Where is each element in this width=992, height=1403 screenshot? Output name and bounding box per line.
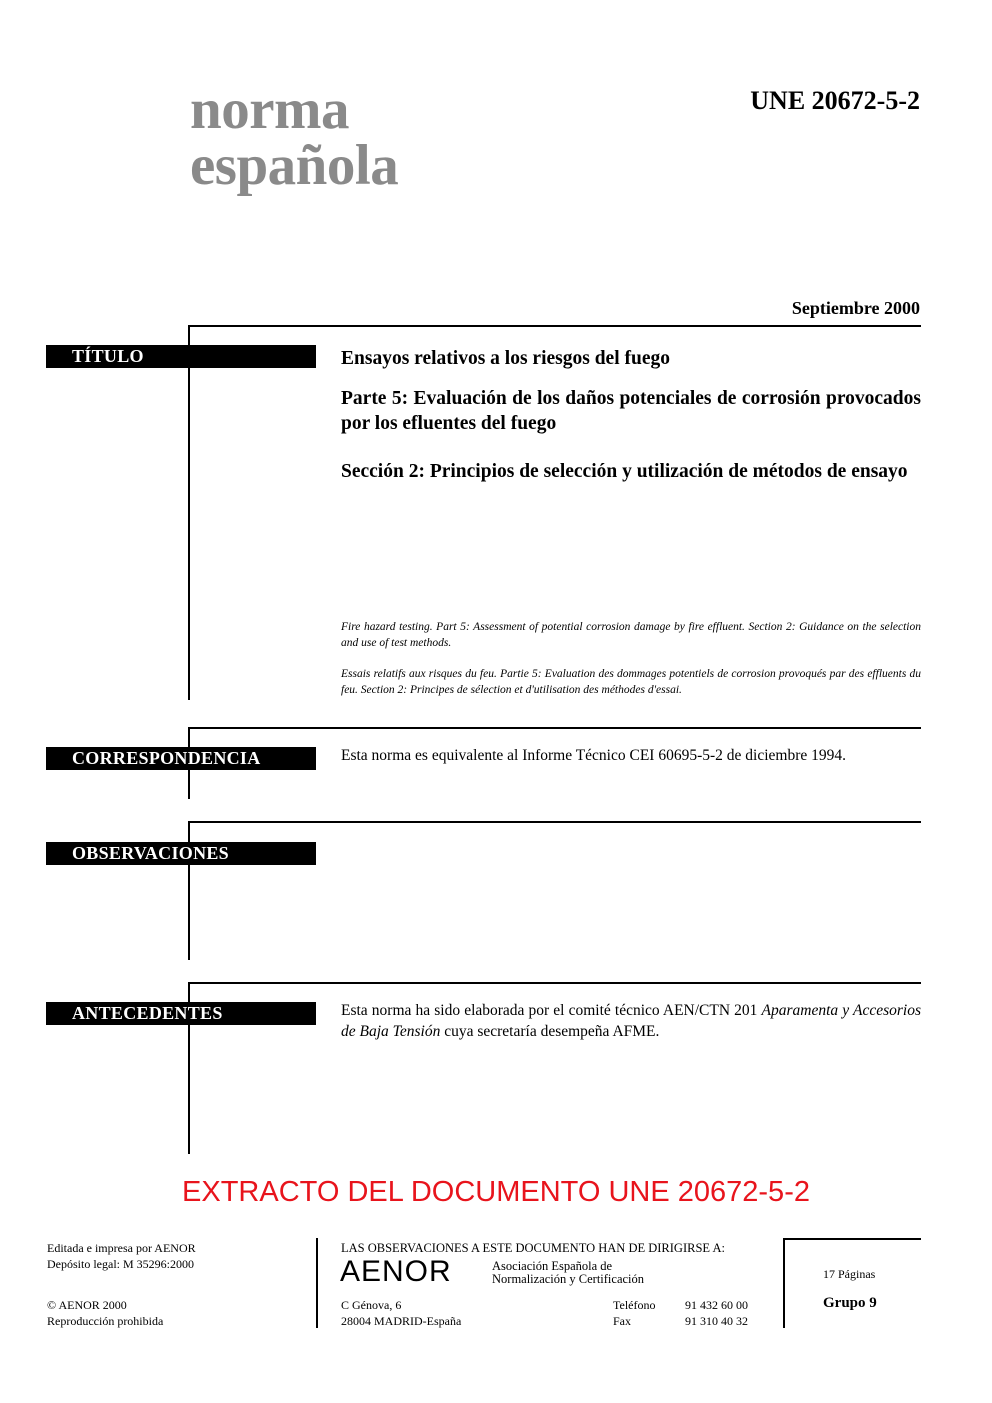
aenor-logo: AENOR <box>340 1255 452 1288</box>
brand-title <box>190 78 399 197</box>
contact-values <box>685 1297 748 1329</box>
standard-code: UNE 20672-5-2 <box>750 86 920 115</box>
footer-copyright-info <box>47 1297 163 1329</box>
aenor-name-line-1: Asociación Española de <box>492 1259 613 1273</box>
section-label-antecedentes: ANTECEDENTES <box>46 1002 316 1025</box>
main-title: Ensayos relativos a los riesgos del fuego <box>341 348 670 369</box>
section-divider <box>188 821 921 823</box>
antecedentes-text-end: cuya secretaría desempeña AFME. <box>440 1023 660 1040</box>
contact-labels <box>613 1297 655 1329</box>
translated-titles <box>341 619 921 713</box>
section-divider <box>188 727 921 729</box>
brand-line-1: norma <box>190 78 349 141</box>
section-divider-top <box>188 325 921 327</box>
section-label-observaciones: OBSERVACIONES <box>46 842 316 865</box>
fax-number: 91 310 40 32 <box>685 1314 748 1328</box>
reproduction-notice: Reproducción prohibida <box>47 1314 164 1328</box>
english-title: Fire hazard testing. Part 5: Assessment of potential corrosion damage by fire effluent. Section 2: Guidance on the selection and use of test methods. <box>341 621 921 649</box>
aenor-name-line-2: Normalización y Certificación <box>492 1272 645 1286</box>
phone-label: Teléfono <box>613 1298 656 1312</box>
correspondencia-text: Esta norma es equivalente al Informe Técnico CEI 60695-5-2 de diciembre 1994. <box>341 747 847 764</box>
antecedentes-text-start: Esta norma ha sido elaborada por el comité técnico AEN/CTN 201 <box>341 1002 762 1019</box>
legal-deposit: Depósito legal: M 35296:2000 <box>47 1257 194 1271</box>
footer-edition-info <box>47 1240 196 1272</box>
observations-notice: LAS OBSERVACIONES A ESTE DOCUMENTO HAN DE DIRIGIRSE A: <box>341 1241 725 1255</box>
french-title: Essais relatifs aux risques du feu. Partie 5: Evaluation des dommages potentiels de corrosion provoqués par des effluents du feu. Section 2: Principes de sélection et d'utilisation des méthodes d'essai. <box>341 668 921 696</box>
page-count: 17 Páginas <box>823 1267 876 1281</box>
footer-box-divider <box>783 1238 785 1328</box>
footer-box-top <box>783 1238 921 1240</box>
footer-divider <box>316 1238 318 1328</box>
section-divider-vertical <box>188 325 190 700</box>
section-divider <box>188 982 921 984</box>
edited-by: Editada e impresa por AENOR <box>47 1241 196 1255</box>
copyright: © AENOR 2000 <box>47 1298 127 1312</box>
antecedentes-text <box>341 1000 921 1042</box>
part-title: Parte 5: Evaluación de los daños potenciales de corrosión provocados por los efluentes del fuego <box>341 388 921 434</box>
fax-label: Fax <box>613 1314 631 1328</box>
address-city: 28004 MADRID-España <box>341 1314 462 1328</box>
committee-name: Aparamenta y Accesorios de Baja Tensión <box>341 1002 921 1040</box>
extract-watermark: EXTRACTO DEL DOCUMENTO UNE 20672-5-2 <box>182 1176 810 1208</box>
section-label-correspondencia: CORRESPONDENCIA <box>46 747 316 770</box>
section-label-titulo: TÍTULO <box>46 345 316 368</box>
aenor-full-name <box>492 1260 644 1286</box>
phone-number: 91 432 60 00 <box>685 1298 748 1312</box>
brand-line-2: española <box>190 134 399 197</box>
price-group: Grupo 9 <box>823 1295 877 1311</box>
address-street: C Génova, 6 <box>341 1298 402 1312</box>
aenor-address <box>341 1297 461 1329</box>
title-block <box>341 346 921 484</box>
publication-date: Septiembre 2000 <box>791 298 920 318</box>
section-title: Sección 2: Principios de selección y utilización de métodos de ensayo <box>341 461 908 482</box>
